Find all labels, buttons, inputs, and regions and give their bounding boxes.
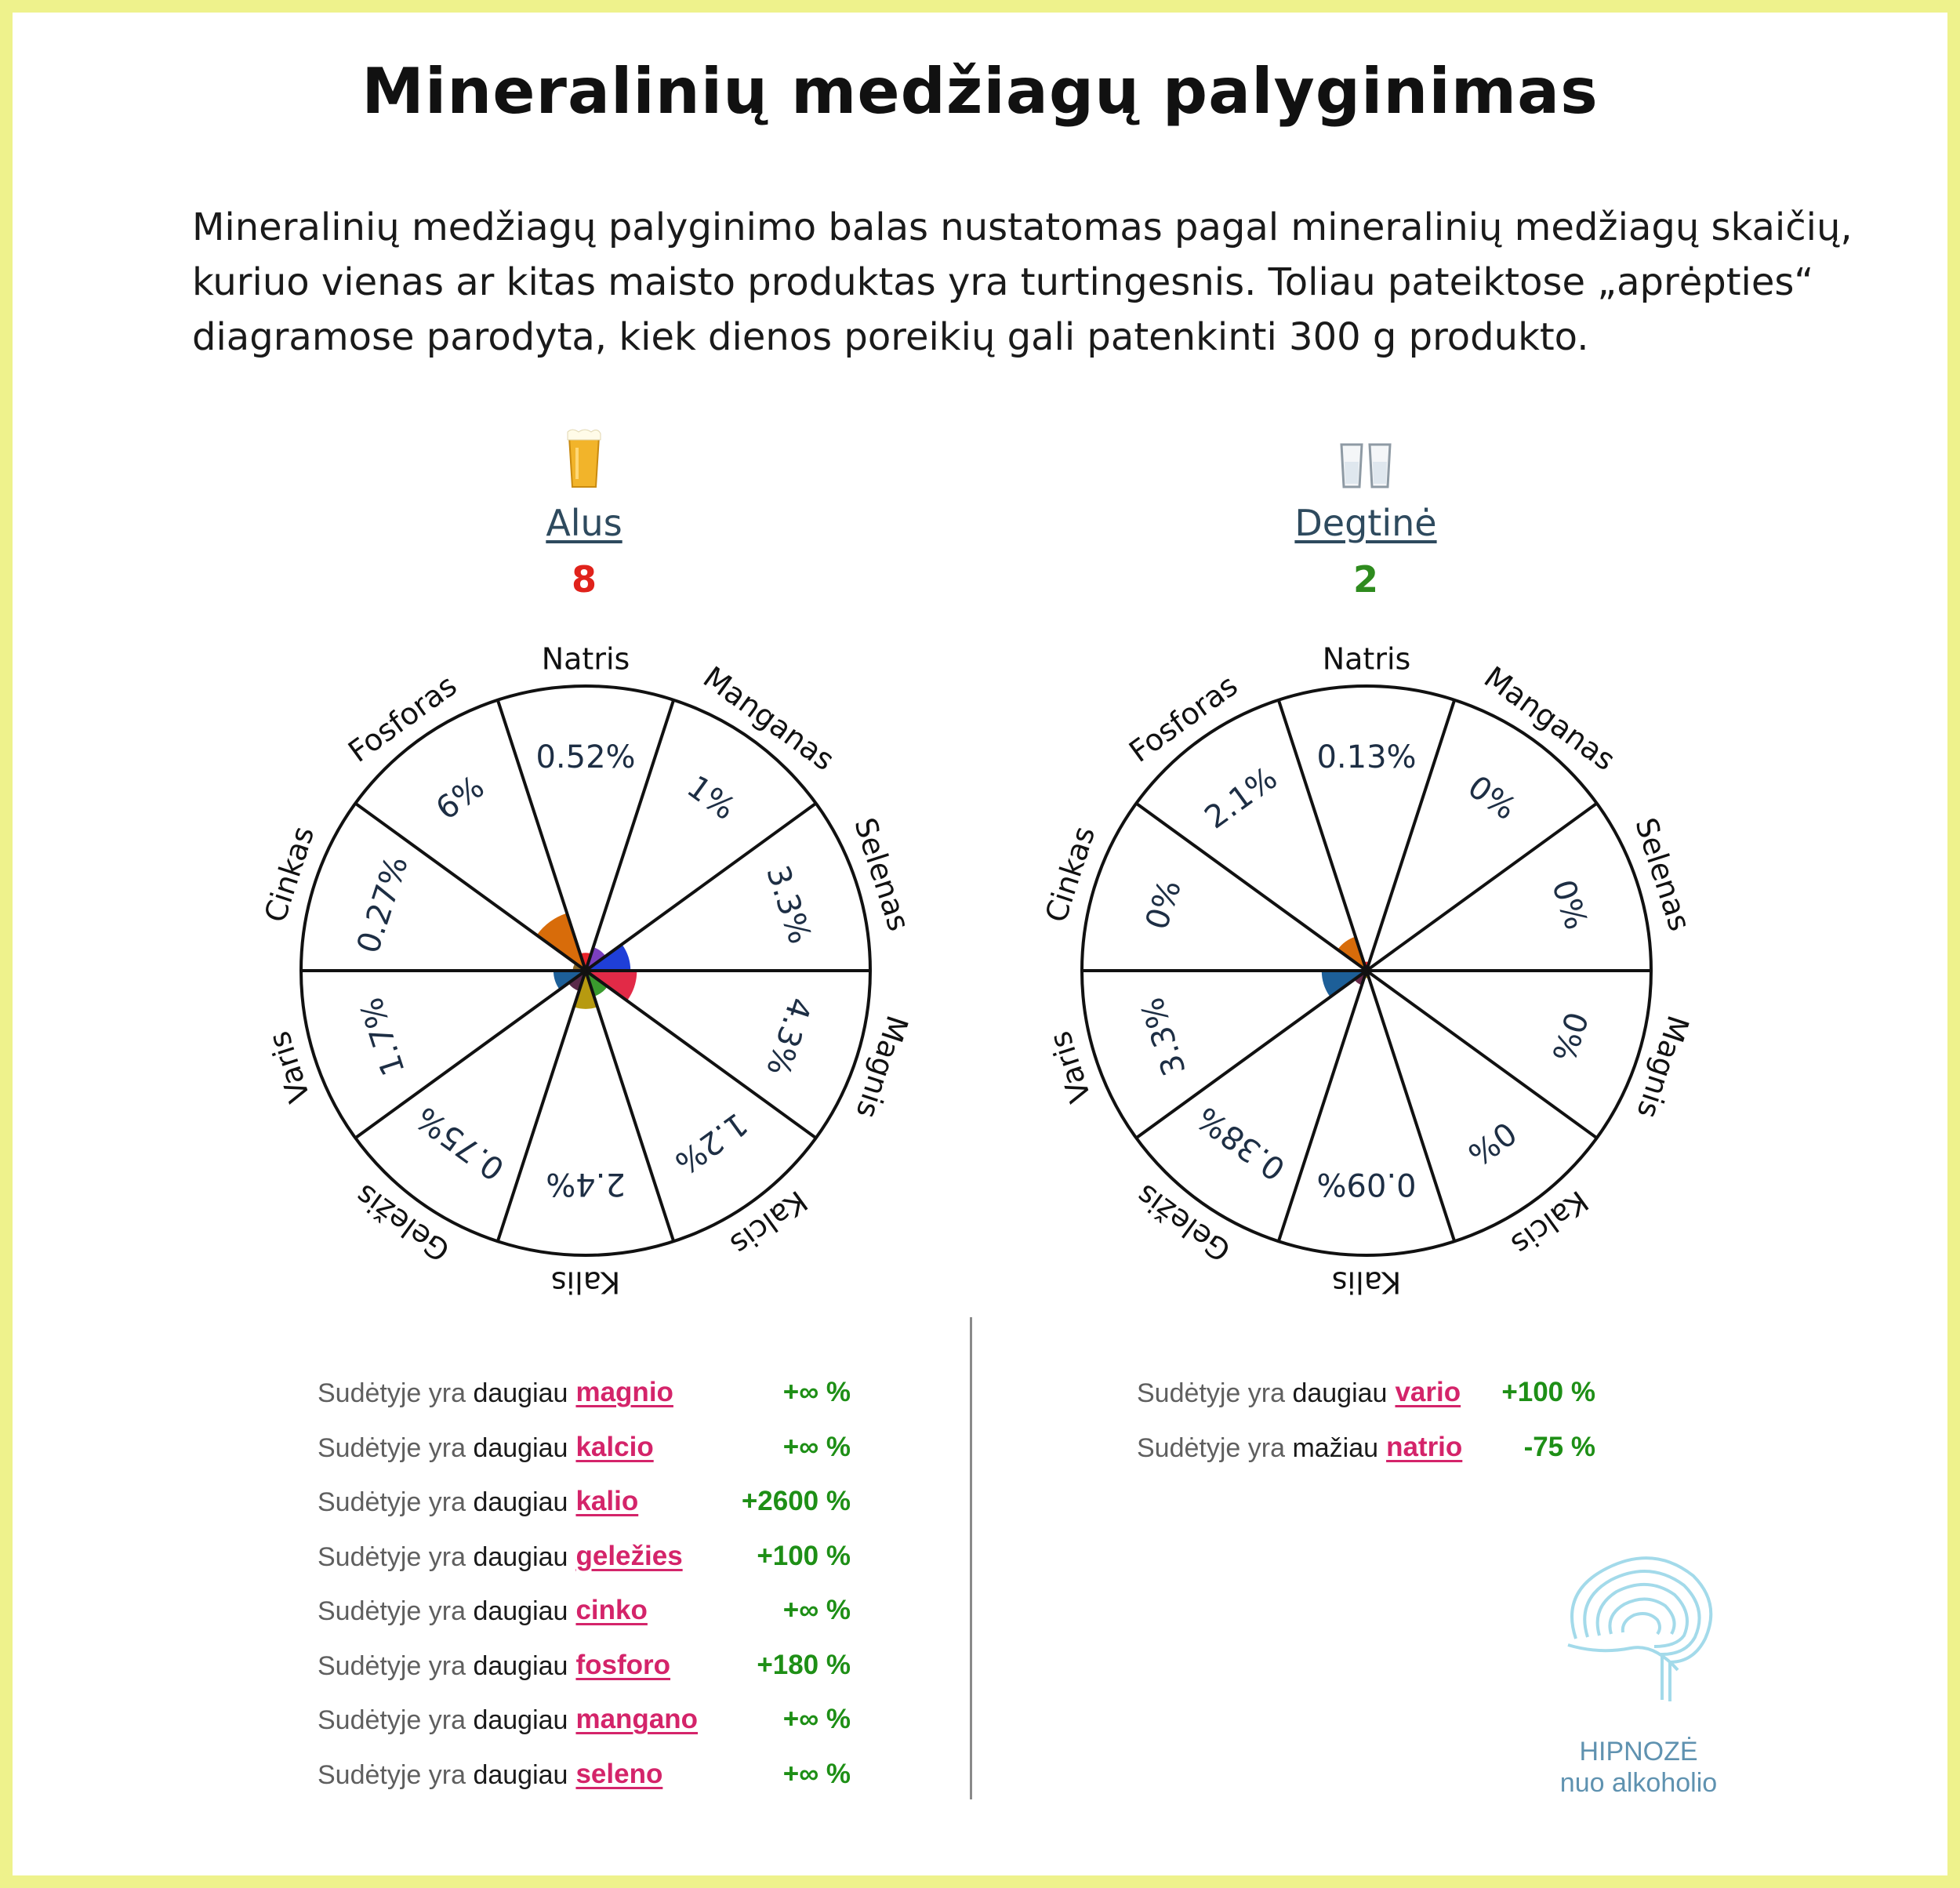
- category-label: Fosforas: [342, 667, 463, 769]
- intro-line: Mineralinių medžiagų palyginimo balas nustatomas pagal mineralinių medžiagų skaičių,: [192, 205, 1853, 249]
- comparison-row: [318, 1480, 851, 1527]
- category-label: Cinkas: [257, 822, 321, 927]
- value-label: 0.13%: [1316, 739, 1417, 775]
- value-label: 0%: [1461, 768, 1523, 828]
- value-label: 1.2%: [668, 1105, 754, 1182]
- category-label: Kalcis: [1504, 1183, 1595, 1262]
- mineral-link[interactable]: vario: [1395, 1377, 1461, 1407]
- logo-text-line1: HIPNOZĖ: [1579, 1737, 1698, 1766]
- comparison-adverb: daugiau: [473, 1596, 568, 1626]
- coverage-chart-0: [258, 642, 916, 1300]
- mineral-link[interactable]: cinko: [575, 1595, 648, 1625]
- change-value: +∞ %: [782, 1704, 851, 1734]
- value-label: 0.38%: [1190, 1099, 1293, 1188]
- comparison-row: [318, 1425, 851, 1472]
- logo-text-line2: nuo alkoholio: [1559, 1768, 1718, 1798]
- comparison-row: [318, 1588, 851, 1636]
- comparison-row: [318, 1697, 851, 1745]
- brain-logo-icon: [1552, 1545, 1725, 1709]
- comparison-prefix: Sudėtyje yra: [318, 1705, 474, 1735]
- column-divider: [970, 1317, 972, 1799]
- category-label: Magnis: [849, 1011, 915, 1123]
- value-label: 0%: [1544, 1007, 1595, 1066]
- category-label: Fosforas: [1123, 667, 1244, 769]
- comparison-prefix: Sudėtyje yra: [318, 1432, 474, 1463]
- comparison-text: [318, 1651, 568, 1682]
- comparison-text: [1137, 1433, 1378, 1464]
- comparison-prefix: Sudėtyje yra: [318, 1487, 474, 1517]
- comparison-adverb: daugiau: [473, 1705, 568, 1735]
- category-label: Cinkas: [1038, 822, 1102, 927]
- category-label: Kalis: [1331, 1265, 1402, 1300]
- value-label: 0%: [1544, 875, 1595, 935]
- value-label: 1%: [680, 768, 742, 828]
- comparison-row: [318, 1643, 851, 1690]
- intro-line: kuriuo vienas ar kitas maisto produktas yra turtingesnis. Toliau pateiktose „aprėpties“: [192, 260, 1814, 304]
- comparison-prefix: Sudėtyje yra: [318, 1650, 474, 1681]
- comparison-prefix: Sudėtyje yra: [318, 1541, 474, 1572]
- comparison-row: [318, 1752, 851, 1799]
- value-label: 6%: [429, 768, 492, 828]
- comparison-adverb: daugiau: [473, 1487, 568, 1517]
- mineral-link[interactable]: kalcio: [575, 1431, 654, 1462]
- value-label: 0%: [1138, 875, 1189, 935]
- comparison-row: [318, 1534, 851, 1581]
- comparison-prefix: Sudėtyje yra: [318, 1759, 474, 1790]
- value-label: 0.27%: [350, 851, 416, 958]
- value-label: 2.1%: [1198, 760, 1284, 837]
- category-label: Kalis: [550, 1265, 621, 1300]
- product-score-beer: 8: [571, 558, 597, 601]
- mineral-link[interactable]: seleno: [575, 1758, 663, 1789]
- comparison-text: [318, 1705, 568, 1736]
- comparison-adverb: daugiau: [473, 1650, 568, 1681]
- category-label: Geležis: [1129, 1177, 1237, 1269]
- value-label: 1.7%: [353, 993, 412, 1080]
- comparison-row: [318, 1371, 851, 1418]
- change-value: +∞ %: [782, 1431, 851, 1462]
- category-label: Geležis: [348, 1177, 456, 1269]
- comparison-text: [318, 1378, 568, 1409]
- value-label: 0.52%: [535, 739, 636, 775]
- change-value: +100 %: [1501, 1377, 1595, 1407]
- value-label: 2.4%: [546, 1166, 626, 1202]
- change-value: +∞ %: [782, 1595, 851, 1625]
- change-value: +∞ %: [782, 1377, 851, 1407]
- category-label: Varis: [1042, 1027, 1098, 1107]
- change-value: +100 %: [757, 1540, 851, 1571]
- mineral-link[interactable]: magnio: [575, 1377, 673, 1407]
- comparison-adverb: mažiau: [1292, 1432, 1379, 1463]
- change-value: +2600 %: [741, 1486, 851, 1516]
- comparison-text: [318, 1760, 568, 1791]
- change-value: +∞ %: [782, 1758, 851, 1789]
- comparison-prefix: Sudėtyje yra: [1137, 1378, 1293, 1408]
- category-label: Selenas: [1628, 813, 1697, 935]
- mineral-link[interactable]: natrio: [1386, 1431, 1463, 1462]
- value-label: 0%: [1461, 1113, 1523, 1173]
- mineral-link[interactable]: kalio: [575, 1486, 639, 1516]
- value-label: 4.3%: [759, 993, 818, 1080]
- value-label: 3.3%: [759, 861, 818, 949]
- comparison-text: [318, 1596, 568, 1627]
- product-link-vodka[interactable]: Degtinė: [1294, 502, 1437, 544]
- comparison-adverb: daugiau: [1292, 1378, 1388, 1408]
- comparison-adverb: daugiau: [473, 1432, 568, 1463]
- mineral-link[interactable]: mangano: [575, 1704, 699, 1734]
- comparison-adverb: daugiau: [473, 1759, 568, 1790]
- page-title: Mineralinių medžiagų palyginimas: [361, 55, 1599, 128]
- comparison-text: [318, 1487, 568, 1518]
- comparison-prefix: Sudėtyje yra: [318, 1596, 474, 1626]
- category-label: Natris: [1322, 641, 1411, 677]
- category-label: Manganas: [696, 659, 841, 778]
- comparison-adverb: daugiau: [473, 1378, 568, 1408]
- category-label: Magnis: [1630, 1011, 1696, 1123]
- comparison-text: [318, 1542, 568, 1573]
- comparison-prefix: Sudėtyje yra: [1137, 1432, 1293, 1463]
- comparison-row: [1137, 1371, 1595, 1418]
- comparison-row: [1137, 1425, 1595, 1472]
- category-label: Manganas: [1477, 659, 1622, 778]
- category-label: Selenas: [848, 813, 916, 935]
- value-label: 3.3%: [1134, 993, 1193, 1080]
- mineral-link[interactable]: geležies: [575, 1540, 683, 1571]
- category-label: Varis: [261, 1027, 318, 1107]
- change-value: +180 %: [757, 1649, 851, 1680]
- product-score-vodka: 2: [1352, 558, 1378, 601]
- value-label: 0.09%: [1316, 1166, 1417, 1202]
- coverage-chart-1: [1039, 642, 1697, 1300]
- comparison-adverb: daugiau: [473, 1541, 568, 1572]
- mineral-link[interactable]: fosforo: [575, 1649, 671, 1680]
- comparison-text: [1137, 1378, 1387, 1409]
- product-link-beer[interactable]: Alus: [546, 502, 622, 544]
- comparison-text: [318, 1433, 568, 1464]
- change-value: -75 %: [1523, 1431, 1595, 1462]
- category-label: Natris: [541, 641, 630, 677]
- value-label: 0.75%: [409, 1099, 512, 1188]
- comparison-prefix: Sudėtyje yra: [318, 1378, 474, 1408]
- intro-line: diagramose parodyta, kiek dienos poreikių gali patenkinti 300 g produkto.: [192, 315, 1589, 359]
- category-label: Kalcis: [724, 1183, 814, 1262]
